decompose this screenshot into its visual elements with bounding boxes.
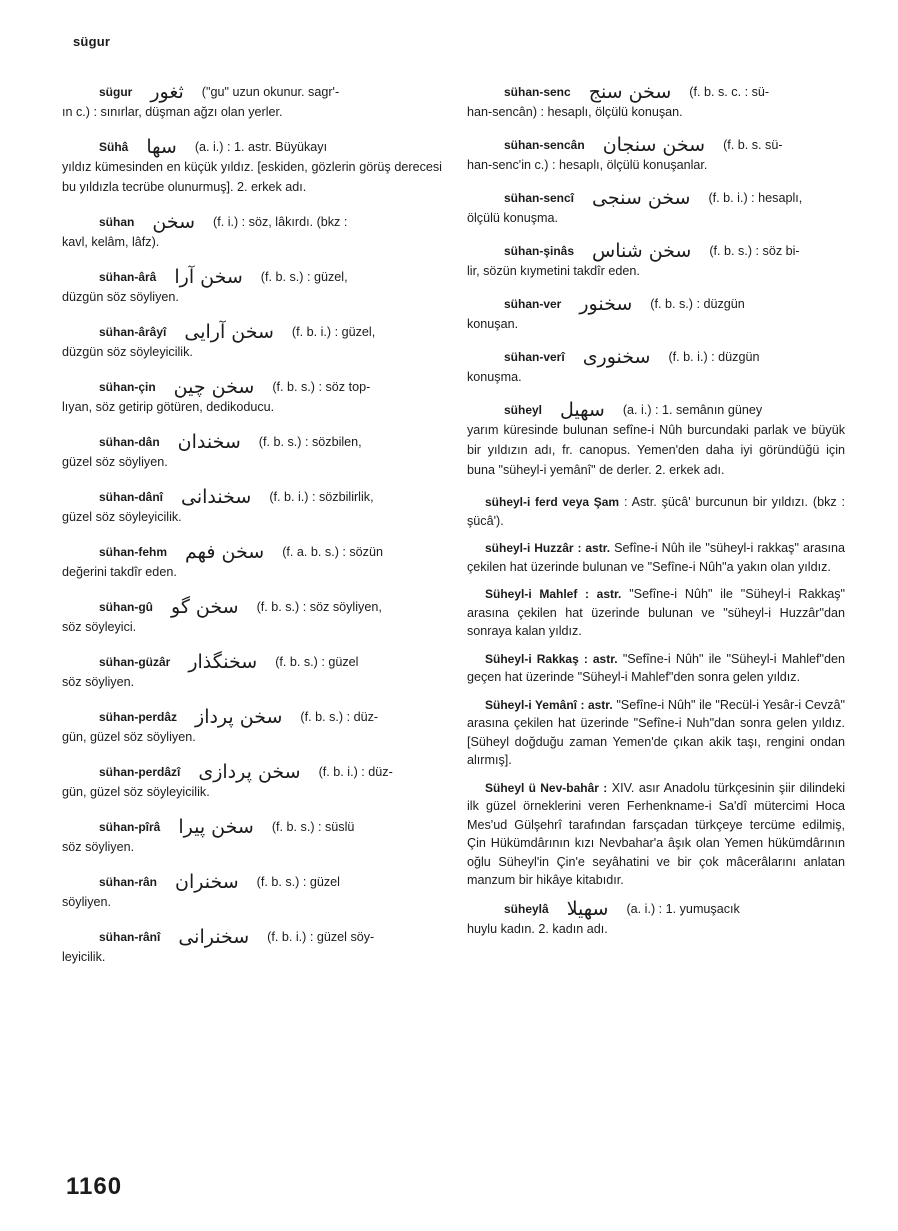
entry-headword: sühan-dân bbox=[99, 435, 160, 449]
entry-headword: sühan-ver bbox=[504, 297, 562, 311]
dictionary-entry bbox=[467, 294, 845, 334]
entry-head-line bbox=[467, 347, 845, 367]
entry-headword: sühan-çin bbox=[99, 380, 156, 394]
dictionary-entry bbox=[62, 707, 442, 747]
entry-headword: sühan-gû bbox=[99, 600, 153, 614]
dictionary-subentry bbox=[467, 779, 845, 890]
entry-grammar: (f. b. s. c. : sü- bbox=[689, 85, 770, 99]
entry-grammar: (a. i.) : 1. semânın güney bbox=[622, 403, 763, 417]
entry-head-line bbox=[62, 377, 442, 397]
entry-head-line bbox=[467, 400, 845, 420]
entry-arabic-script: سخن آرايى bbox=[184, 321, 274, 343]
subentry-headword: Süheyl-i Rakkaş : astr. bbox=[485, 651, 618, 666]
subentry-text: Sefîne-i Nûh ile "süheyl-i rakkaş" arasına çekilen hat üzerinde bulunan ve "Sefîne-i Nûh"a yakın olan yıldız. bbox=[467, 541, 845, 574]
left-column bbox=[62, 82, 442, 982]
entry-definition: söz söyliyen. bbox=[62, 840, 135, 854]
dictionary-entry bbox=[62, 927, 442, 967]
entry-definition: söz söyleyici. bbox=[62, 620, 137, 634]
entry-grammar: (a. i.) : 1. yumuşacık bbox=[626, 901, 740, 916]
dictionary-entry bbox=[62, 322, 442, 362]
entry-head-line bbox=[467, 188, 845, 208]
entry-definition: konuşma. bbox=[467, 370, 522, 384]
entry-arabic-script: سخن سنجى bbox=[592, 187, 691, 209]
entry-arabic-script: سخن پيرا bbox=[178, 816, 254, 838]
subentry-headword: süheyl-i ferd veya Şam bbox=[485, 495, 620, 509]
entry-definition: güzel söz söyleyicilik. bbox=[62, 510, 182, 524]
entry-arabic-script: سخنگذار bbox=[188, 651, 258, 673]
entry-arabic-script: سخنران bbox=[175, 871, 239, 893]
entry-definition: söyliyen. bbox=[62, 895, 111, 909]
entry-headword: sühan-senc bbox=[504, 85, 571, 99]
entry-head-line bbox=[62, 652, 442, 672]
entry-headword: sühan-ârâyî bbox=[99, 325, 167, 339]
entry-arabic-script: سخنرانى bbox=[178, 926, 250, 948]
running-head: sügur bbox=[73, 34, 111, 49]
entry-arabic-script: سخن پرداز bbox=[195, 706, 283, 728]
entry-definition: leyicilik. bbox=[62, 950, 106, 964]
entry-headword: sühan-rânî bbox=[99, 930, 161, 944]
dictionary-entry bbox=[467, 241, 845, 281]
entry-arabic-script: سخن فهم bbox=[185, 541, 265, 563]
subentry-text: "Sefîne-i Nûh" ile "Süheyl-i Mahlef"den geçen hat üzerinde "Süheyl-i Mahlef"den sonra gelen yıldız. bbox=[467, 651, 846, 684]
entry-grammar: (f. b. s.) : süslü bbox=[271, 820, 355, 834]
entry-grammar: (f. b. s.) : güzel bbox=[256, 875, 340, 889]
entry-arabic-script: سخن چين bbox=[173, 376, 255, 398]
entry-grammar: (a. i.) : 1. astr. Büyükayı bbox=[194, 140, 328, 154]
dictionary-entry bbox=[62, 872, 442, 912]
dictionary-entry bbox=[62, 267, 442, 307]
entry-head-line bbox=[467, 135, 845, 155]
entry-headword: sühan-şinâs bbox=[504, 244, 575, 258]
entry-arabic-script: سخن bbox=[152, 211, 195, 233]
entry-definition: güzel söz söyliyen. bbox=[62, 455, 168, 469]
subentry-text: XIV. asır Anadolu türkçesinin şiir dilindeki ilk güzel örneklerini veren Ferhenkname-i Sa'dî mütercimi Hoca Mes'ud Gülşehrî tarafından farsçadan türkçeye tercüme edilmiş, Çin Hükümdârının kızı Nevbahar'a âşık olan Yemen hükümdârının oğlu Süheyl'in Çin'e seyâhatini ve bir çok mâcerâlarını anlatan manzum bir hikâye kitabıdır. bbox=[467, 780, 845, 887]
entry-arabic-script: سخنورى bbox=[582, 346, 651, 368]
entry-arabic-script: سخن سنجان bbox=[602, 134, 706, 156]
entry-head-line bbox=[467, 294, 845, 314]
entry-arabic-script: سخن سنج bbox=[588, 81, 672, 103]
entry-headword: sühan bbox=[99, 215, 135, 229]
subentry-headword: Süheyl ü Nev-bahâr : bbox=[485, 780, 608, 795]
page-number: 1160 bbox=[66, 1173, 123, 1200]
dictionary-entry bbox=[62, 817, 442, 857]
subentry-headword: süheyl-i Huzzâr : astr. bbox=[485, 541, 611, 555]
entry-grammar: (f. i.) : söz, lâkırdı. (bkz : bbox=[213, 215, 348, 229]
dictionary-entry bbox=[62, 597, 442, 637]
entry-arabic-script: سخنور bbox=[579, 293, 633, 315]
dictionary-entry bbox=[62, 432, 442, 472]
dictionary-entry bbox=[62, 82, 442, 122]
entry-definition: düzgün söz söyliyen. bbox=[62, 290, 179, 304]
entry-headword: sühan-pîrâ bbox=[99, 820, 161, 834]
entry-headword: sühan-verî bbox=[504, 350, 565, 364]
entry-head-line bbox=[62, 872, 442, 892]
entry-arabic-script: ثغور bbox=[150, 81, 184, 103]
subentry-text: : Astr. şücâ' burcunun bir yıldızı. (bkz : şücâ'). bbox=[467, 495, 846, 528]
entry-head-line bbox=[62, 927, 442, 947]
entry-grammar: (f. b. s.) : güzel bbox=[275, 655, 359, 669]
entry-arabic-script: سخن گو bbox=[171, 596, 239, 618]
right-column bbox=[467, 82, 845, 952]
entry-definition: han-senc'in c.) : hesaplı, ölçülü konuşanlar. bbox=[467, 158, 708, 172]
entry-definition: ölçülü konuşma. bbox=[467, 211, 559, 225]
entry-definition: gün, güzel söz söyleyicilik. bbox=[62, 785, 210, 799]
dictionary-subentry bbox=[467, 493, 845, 530]
dictionary-entry bbox=[62, 652, 442, 692]
dictionary-subentry bbox=[467, 696, 845, 770]
entry-definition: değerini takdîr eden. bbox=[62, 565, 177, 579]
entry-grammar: (f. b. i.) : düz- bbox=[318, 765, 393, 779]
dictionary-entry bbox=[467, 135, 845, 175]
entry-grammar: (f. b. s.) : sözbilen, bbox=[258, 435, 362, 449]
entry-grammar: (f. b. s.) : söz söyliyen, bbox=[256, 600, 382, 614]
entry-definition: yıldız kümesinden en küçük yıldız. [eskiden, gözlerin görüş derecesi bu yıldızla tecrübe olunurmuş]. 2. erkek adı. bbox=[62, 160, 442, 194]
dictionary-entry bbox=[62, 137, 442, 197]
entry-head-line bbox=[62, 267, 442, 287]
entry-headword: sühan-ârâ bbox=[99, 270, 157, 284]
entry-definition: huylu kadın. 2. kadın adı. bbox=[467, 921, 608, 936]
entry-definition: lıyan, söz getirip götüren, dedikoducu. bbox=[62, 400, 275, 414]
entry-headword: sühan-fehm bbox=[99, 545, 168, 559]
entry-arabic-script: سخن شناس bbox=[592, 240, 692, 262]
entry-head-line bbox=[62, 137, 442, 157]
entry-grammar: (f. b. i.) : güzel, bbox=[291, 325, 376, 339]
entry-headword: sühan-perdâzî bbox=[99, 765, 181, 779]
entry-headword: süheylâ bbox=[504, 901, 549, 916]
dictionary-entry bbox=[467, 400, 845, 480]
dictionary-entry bbox=[62, 212, 442, 252]
subentry-text: "Sefîne-i Nûh" ile "Süheyl-i Rakkaş" arasına çekilen hat üzerinde bulunan ve "süheyl-i Huzzâr"dan sonraya kalan yıldız. bbox=[467, 587, 845, 638]
entry-headword: süheyl bbox=[504, 403, 543, 417]
subentry-text: "Sefîne-i Nûh" ile "Recül-i Yesâr-i Cevzâ" arasına çekilen hat üzerinde "Sefîne-i Nuh"dan sonra gelen yıldız. [Süheyl doğduğu zaman Yemen'de çıkan akik taşı, rengini ondan alırmış]. bbox=[467, 697, 846, 767]
dictionary-entry bbox=[467, 899, 845, 939]
entry-definition: düzgün söz söyleyicilik. bbox=[62, 345, 193, 359]
entry-definition: han-sencân) : hesaplı, ölçülü konuşan. bbox=[467, 105, 683, 119]
entry-head-line bbox=[62, 487, 442, 507]
entry-definition: gün, güzel söz söyliyen. bbox=[62, 730, 196, 744]
entry-grammar: (f. b. s.) : söz bi- bbox=[709, 244, 800, 258]
subentry-headword: Süheyl-i Mahlef : astr. bbox=[485, 587, 622, 601]
entry-grammar: (f. b. i.) : düzgün bbox=[668, 350, 760, 364]
entry-grammar: (f. b. i.) : sözbilirlik, bbox=[269, 490, 374, 504]
entry-arabic-script: سهيلا bbox=[566, 897, 609, 920]
dictionary-entry bbox=[467, 188, 845, 228]
entry-headword: sühan-dânî bbox=[99, 490, 164, 504]
entry-headword: sühan-perdâz bbox=[99, 710, 178, 724]
entry-definition: lir, sözün kıymetini takdîr eden. bbox=[467, 264, 640, 278]
entry-head-line bbox=[467, 241, 845, 261]
entry-grammar: (f. b. i.) : güzel söy- bbox=[267, 930, 375, 944]
entry-grammar: (f. b. s. sü- bbox=[723, 138, 783, 152]
entry-head-line bbox=[62, 762, 442, 782]
entry-grammar: (f. b. s.) : söz top- bbox=[272, 380, 371, 394]
entry-grammar: (f. b. s.) : düz- bbox=[300, 710, 379, 724]
entry-headword: Sühâ bbox=[99, 140, 129, 154]
entry-grammar: ("gu" uzun okunur. sagr'- bbox=[201, 85, 340, 99]
entry-head-line bbox=[467, 899, 845, 919]
entry-head-line bbox=[62, 82, 442, 102]
dictionary-subentry bbox=[467, 539, 845, 576]
entry-definition: konuşan. bbox=[467, 317, 519, 331]
entry-arabic-script: سخندانى bbox=[181, 486, 252, 508]
entry-headword: sühan-güzâr bbox=[99, 655, 171, 669]
entry-definition: yarım küresinde bulunan sefîne-i Nûh burcundaki parlak ve büyük bir yıldızın adı, fr. canopus. Yemen'den daha iyi göründüğü için buna "süheyl-i yemânî" de derler. 2. erkek adı. bbox=[467, 423, 845, 477]
entry-arabic-script: سخن پردازى bbox=[198, 761, 301, 783]
entry-head-line bbox=[62, 597, 442, 617]
entry-head-line bbox=[62, 817, 442, 837]
dictionary-subentry bbox=[467, 585, 845, 641]
entry-head-line bbox=[62, 707, 442, 727]
entry-grammar: (f. b. s.) : düzgün bbox=[650, 297, 745, 311]
entry-headword: sühan-sencân bbox=[504, 138, 585, 152]
entry-head-line bbox=[62, 322, 442, 342]
entry-definition: ın c.) : sınırlar, düşman ağzı olan yerler. bbox=[62, 105, 283, 119]
entry-definition: söz söyliyen. bbox=[62, 675, 135, 689]
entry-headword: sühan-rân bbox=[99, 875, 158, 889]
entry-grammar: (f. a. b. s.) : sözün bbox=[282, 545, 383, 559]
entry-arabic-script: سها bbox=[146, 136, 177, 158]
dictionary-entry bbox=[62, 542, 442, 582]
entry-head-line bbox=[62, 542, 442, 562]
dictionary-entry bbox=[62, 487, 442, 527]
entry-head-line bbox=[62, 432, 442, 452]
entry-headword: sühan-sencî bbox=[504, 191, 575, 205]
entry-head-line bbox=[62, 212, 442, 232]
subentry-headword: Süheyl-i Yemânî : astr. bbox=[485, 697, 613, 712]
dictionary-entry bbox=[467, 82, 845, 122]
entry-grammar: (f. b. i.) : hesaplı, bbox=[708, 191, 803, 205]
entry-head-line bbox=[467, 82, 845, 102]
dictionary-entry bbox=[62, 762, 442, 802]
dictionary-subentry bbox=[467, 650, 845, 687]
entry-arabic-script: سخندان bbox=[177, 431, 241, 453]
entry-definition: kavl, kelâm, lâfz). bbox=[62, 235, 160, 249]
dictionary-entry bbox=[467, 347, 845, 387]
entry-headword: sügur bbox=[99, 85, 133, 99]
entry-grammar: (f. b. s.) : güzel, bbox=[260, 270, 348, 284]
entry-arabic-script: سهيل bbox=[560, 399, 605, 421]
entry-arabic-script: سخن آرا bbox=[174, 266, 243, 288]
dictionary-entry bbox=[62, 377, 442, 417]
